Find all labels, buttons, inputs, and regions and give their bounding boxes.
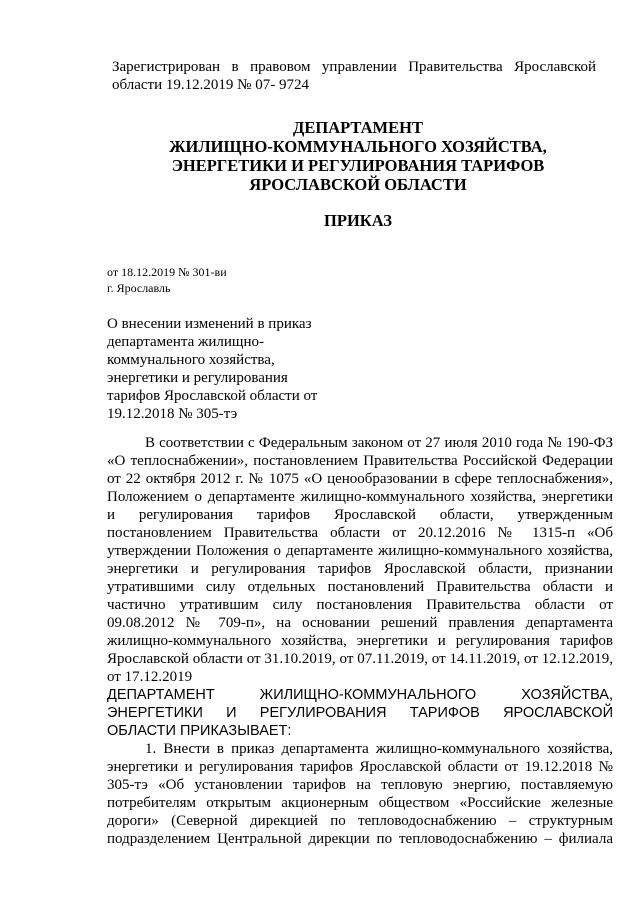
department-line-3: ЭНЕРГЕТИКИ И РЕГУЛИРОВАНИЯ ТАРИФОВ [171, 156, 545, 175]
department-line-2: ЖИЛИЩНО-КОММУНАЛЬНОГО ХОЗЯЙСТВА, [169, 137, 547, 156]
decree-line-3: ОБЛАСТИ ПРИКАЗЫВАЕТ: [107, 723, 292, 739]
order-subject: О внесении изменений в приказ департамента жилищно-коммунального хозяйства, энергетики и регулирования тарифов Ярославской области от 19.12.2018 № 305-тэ [107, 316, 318, 422]
registration-note: Зарегистрирован в правовом управлении Правительства Ярославской области 19.12.2019 № 07- 9724 [112, 59, 596, 93]
order-body [107, 434, 613, 848]
department-line-1: ДЕПАРТАМЕНТ [293, 118, 423, 137]
department-header [100, 118, 616, 194]
department-line-4: ЯРОСЛАВСКОЙ ОБЛАСТИ [249, 175, 467, 194]
order-dateline [107, 264, 227, 296]
order-date-number: от 18.12.2019 № 301-ви [107, 265, 227, 279]
order-city: г. Ярославль [107, 281, 171, 295]
item-1-paragraph: 1. Внести в приказ департамента жилищно-коммунального хозяйства, энергетики и регулирования тарифов Ярославской области от 19.12.2018 № 305-тэ «Об установлении тарифов на тепловую энергию, поставляемую потребителям открытым акционерным обществом «Российские железные дороги» (Северной дирекцией по тепловодоснабжению – структурным подразделением Центральной дирекции по тепловодоснабжению – филиала [107, 741, 613, 847]
decree-block [107, 686, 613, 740]
decree-line-2: ЭНЕРГЕТИКИ И РЕГУЛИРОВАНИЯ ТАРИФОВ ЯРОСЛАВСКОЙ [107, 705, 613, 721]
preamble-paragraph: В соответствии с Федеральным законом от 27 июля 2010 года № 190-ФЗ «О теплоснабжении», постановлением Правительства Российской Федерации от 22 октября 2012 г. № 1075 «О ценообразовании в сфере теплоснабжения», Положением о департаменте жилищно-коммунального хозяйства, энергетики и регулирования тарифов Ярославской области, утвержденным постановлением Правительства области от 20.12.2016 № 1315-п «Об утверждении Положения о департаменте жилищно-коммунального хозяйства, энергетики и регулирования тарифов Ярославской области, признании утратившими силу отдельных постановлений Правительства области и частично утратившим силу постановления Правительства области от 09.08.2012 № 709-п», на основании решений правления департамента жилищно-коммунального хозяйства, энергетики и регулирования тарифов Ярославской области от 31.10.2019, от 07.11.2019, от 14.11.2019, от 12.12.2019, от 17.12.2019 [107, 435, 613, 685]
decree-line-1: ДЕПАРТАМЕНТ ЖИЛИЩНО-КОММУНАЛЬНОГО ХОЗЯЙСТВА, [107, 687, 613, 703]
order-title: ПРИКАЗ [324, 211, 392, 230]
